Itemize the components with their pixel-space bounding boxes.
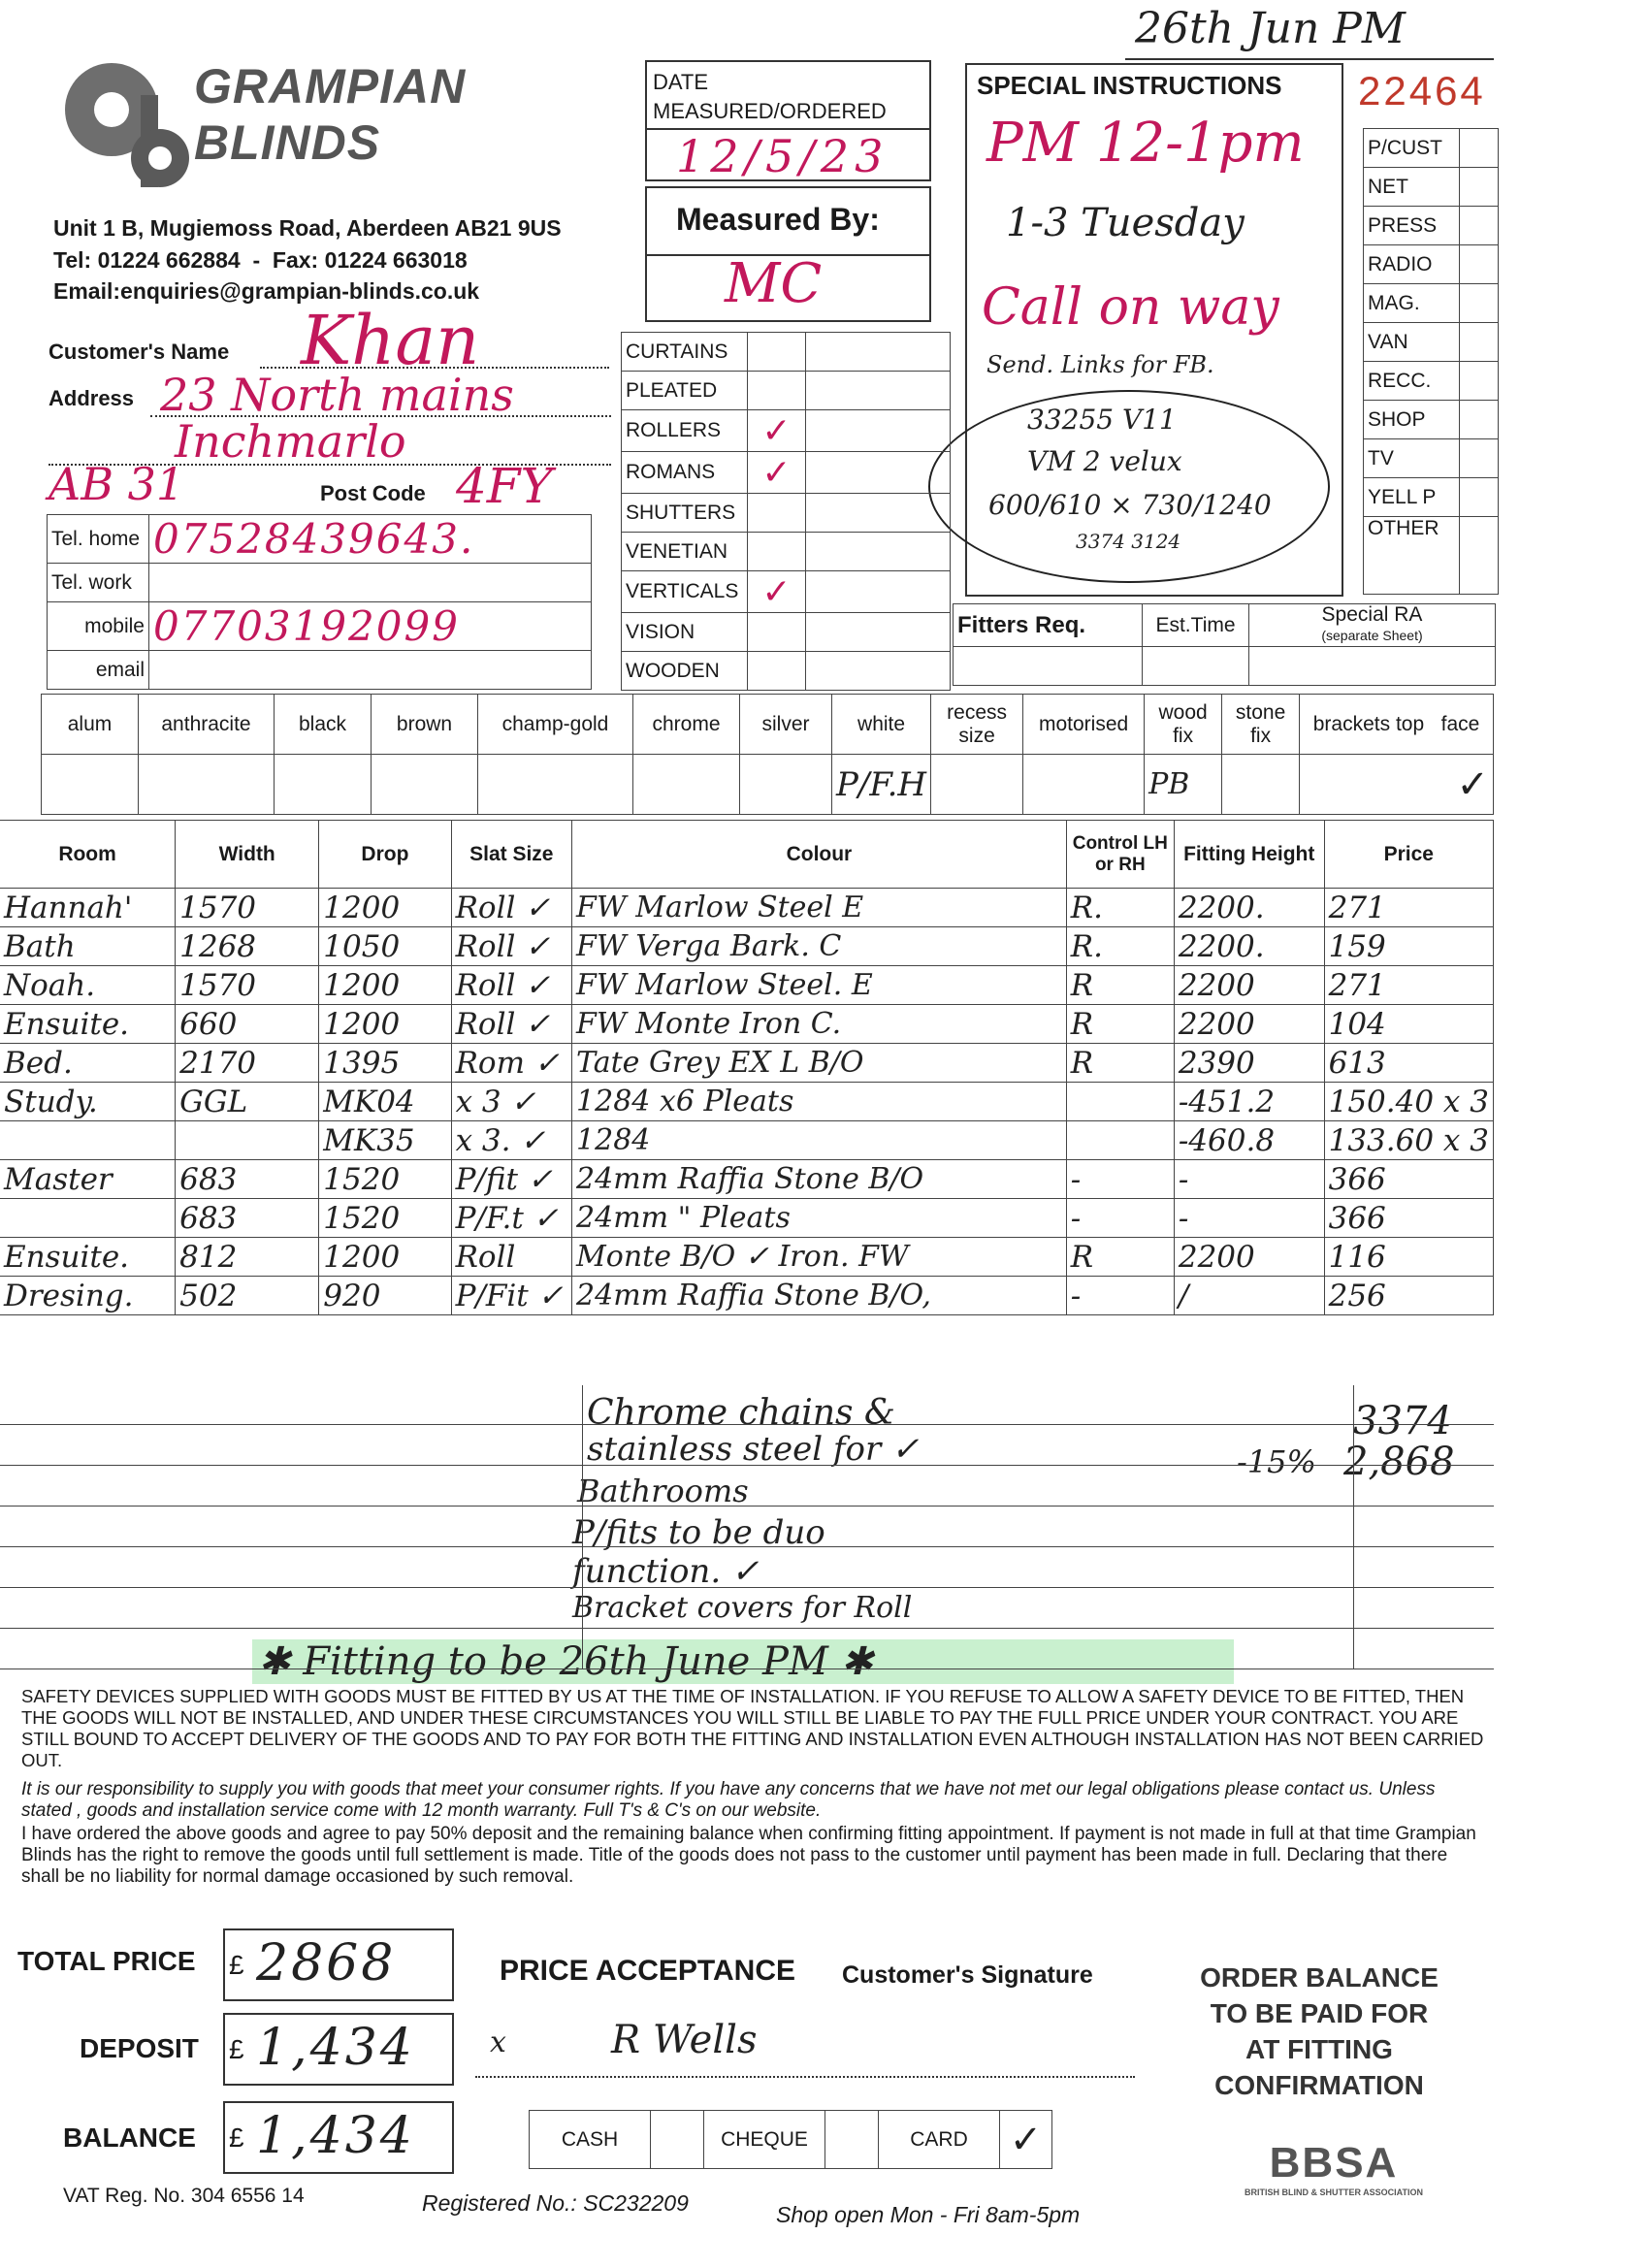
product-check [748, 333, 806, 372]
customer-name: Khan [301, 301, 480, 380]
cell-room: Hannah' [0, 889, 176, 927]
finish-header: brackets top face [1300, 695, 1494, 755]
finish-header: recess size [931, 695, 1023, 755]
cell-drop: 1050 [319, 927, 451, 966]
cell-room: Ensuite. [0, 1005, 176, 1044]
total-price-value: 2868 [256, 1934, 397, 1993]
finish-value [931, 755, 1023, 815]
product-label: WOODEN [622, 652, 748, 691]
price-acceptance-label: PRICE ACCEPTANCE [500, 1955, 796, 1987]
terms-consumer-rights: It is our responsibility to supply you with goods that meet your consumer rights. If you have any concerns that we have not met our legal obligations please contact us. Unless stated , goods and installation service come with 12 month warranty. Full T's & C's on our website. [21, 1779, 1436, 1821]
order-balance-line-3: AT FITTING [1245, 2034, 1393, 2064]
address-label: Address [48, 386, 135, 410]
finish-header: chrome [633, 695, 740, 755]
cell-slat-size: Roll ✓ [451, 889, 571, 927]
cell-width: 683 [176, 1199, 319, 1238]
total-price-label: TOTAL PRICE [17, 1946, 196, 1976]
bbsa-logo-text: BBSA [1269, 2139, 1399, 2187]
cell-width: 2170 [176, 1044, 319, 1083]
table-row [0, 927, 1494, 966]
finish-value: P/F.H [832, 755, 931, 815]
cell-slat-size: P/fit ✓ [451, 1160, 571, 1199]
cell-colour: 1284 [572, 1121, 1067, 1160]
company-name-line2: BLINDS [194, 115, 381, 170]
balance-box [223, 2101, 454, 2174]
product-label: SHUTTERS [622, 494, 748, 533]
tel-home-value: 07528439643. [149, 515, 592, 564]
note-line-1: Chrome chains & [587, 1393, 895, 1433]
finish-value [478, 755, 633, 815]
source-item: NET [1364, 168, 1460, 207]
company-email: Email:enquiries@grampian-blinds.co.uk [53, 278, 480, 304]
mobile-label: mobile [48, 602, 149, 651]
cell-control: R [1066, 1238, 1174, 1277]
finishes-table [41, 694, 1494, 815]
order-balance-notice [1164, 1960, 1474, 2103]
payment-card-check: ✓ [1000, 2111, 1052, 2169]
finish-value [42, 755, 139, 815]
cell-drop: 1200 [319, 1005, 451, 1044]
cell-drop: MK04 [319, 1083, 451, 1121]
cell-drop: 1200 [319, 1238, 451, 1277]
cell-width: GGL [176, 1083, 319, 1121]
total-price-box [223, 1928, 454, 2001]
product-check [748, 533, 806, 571]
finish-header: silver [740, 695, 832, 755]
deposit-currency: £ [229, 2034, 244, 2064]
date-measured-box [645, 60, 931, 181]
finish-value [372, 755, 478, 815]
payment-card[interactable]: CARD [879, 2111, 1000, 2169]
finish-header: motorised [1023, 695, 1145, 755]
cell-drop: 1200 [319, 966, 451, 1005]
special-instruction-line-4: Send. Links for FB. [986, 351, 1214, 378]
special-ra-label [1249, 604, 1496, 647]
cell-room: Master [0, 1160, 176, 1199]
cell-slat-size: Roll [451, 1238, 571, 1277]
cell-price: 613 [1324, 1044, 1493, 1083]
cell-colour: 24mm " Pleats [572, 1199, 1067, 1238]
top-note-underline [1125, 58, 1494, 60]
finish-value [139, 755, 275, 815]
postcode-label: Post Code [320, 481, 426, 505]
cell-colour: Tate Grey EX L B/O [572, 1044, 1067, 1083]
finish-value [633, 755, 740, 815]
date-measured-label: DATE MEASURED/ORDERED [653, 70, 887, 123]
cell-colour: FW Marlow Steel E [572, 889, 1067, 927]
source-item: OTHER [1364, 517, 1460, 595]
cell-control [1066, 1083, 1174, 1121]
table-row [0, 1083, 1494, 1121]
cell-room: Bed. [0, 1044, 176, 1083]
email-label: email [48, 651, 149, 690]
signature-x: x [490, 2025, 506, 2059]
finish-header: brown [372, 695, 478, 755]
cell-price: 366 [1324, 1160, 1493, 1199]
cell-width: 660 [176, 1005, 319, 1044]
cell-control: R [1066, 1005, 1174, 1044]
cell-width: 812 [176, 1238, 319, 1277]
circled-note-line-1: 33255 V11 [1027, 404, 1177, 436]
cell-slat-size: P/Fit ✓ [451, 1277, 571, 1315]
product-check [748, 652, 806, 691]
cell-fitting-height: 2200 [1174, 1238, 1324, 1277]
est-time-label: Est.Time [1143, 604, 1249, 647]
balance-label: BALANCE [63, 2122, 196, 2153]
finish-value [1023, 755, 1145, 815]
terms-payment: I have ordered the above goods and agree to pay 50% deposit and the remaining balance when confirming fitting appointment. If payment is not made in full at that time Grampian Blinds has the right to remove the goods until full settlement is made. Title of the goods does not pass to the customer until payment has been made in full. Declaring that there shall be no liability for normal damage occasioned by such removal. [21, 1824, 1476, 1887]
product-check [748, 613, 806, 652]
note-line-6: Bracket covers for Roll [572, 1591, 913, 1625]
col-header-slat-size: Slat Size [451, 821, 571, 889]
product-check [748, 372, 806, 410]
order-balance-line-2: TO BE PAID FOR [1210, 1998, 1429, 2028]
cell-room: Dresing. [0, 1277, 176, 1315]
cell-fitting-height: 2200 [1174, 1005, 1324, 1044]
total-after-discount-value: 2,868 [1343, 1440, 1455, 1484]
deposit-value: 1,434 [256, 2019, 415, 2077]
measured-by-label: Measured By: [676, 202, 880, 237]
cell-width [176, 1121, 319, 1160]
finish-header: stone fix [1222, 695, 1300, 755]
bbsa-logo [1217, 2139, 1450, 2197]
cell-width: 683 [176, 1160, 319, 1199]
circled-note-line-2: VM 2 velux [1027, 445, 1182, 477]
cell-fitting-height: 2200. [1174, 889, 1324, 927]
cell-price: 271 [1324, 889, 1493, 927]
source-item: YELL P [1364, 478, 1460, 517]
note-line-4: P/fits to be duo [572, 1513, 825, 1552]
cell-fitting-height: - [1174, 1199, 1324, 1238]
source-item: P/CUST [1364, 129, 1460, 168]
product-label: ROLLERS [622, 410, 748, 452]
cell-width: 1268 [176, 927, 319, 966]
cell-room [0, 1121, 176, 1160]
product-label: VERTICALS [622, 571, 748, 613]
cell-price: 159 [1324, 927, 1493, 966]
cell-room [0, 1199, 176, 1238]
registered-no: Registered No.: SC232209 [422, 2190, 689, 2216]
cell-drop: 1520 [319, 1199, 451, 1238]
col-header-drop: Drop [319, 821, 451, 889]
source-item: RECC. [1364, 362, 1460, 401]
date-measured-value: 12/5/23 [676, 130, 889, 182]
fitting-note: ✱ Fitting to be 26th June PM ✱ [252, 1639, 1234, 1684]
subtotal-value: 3374 [1353, 1399, 1452, 1443]
cell-width: 1570 [176, 889, 319, 927]
cell-drop: 920 [319, 1277, 451, 1315]
finish-value: ✓ [1300, 755, 1494, 815]
postcode-part-1: AB 31 [48, 458, 185, 510]
source-item: VAN [1364, 323, 1460, 362]
cell-colour: 24mm Raffia Stone B/O [572, 1160, 1067, 1199]
postcode-part-2: 4FY [456, 458, 553, 514]
cell-price: 116 [1324, 1238, 1493, 1277]
product-label: PLEATED [622, 372, 748, 410]
cell-colour: 24mm Raffia Stone B/O, [572, 1277, 1067, 1315]
product-label: VISION [622, 613, 748, 652]
address-line-2: Inchmarlo [175, 415, 406, 468]
balance-currency: £ [229, 2122, 244, 2153]
deposit-label: DEPOSIT [80, 2033, 199, 2063]
special-ra-sub: (separate Sheet) [1321, 628, 1423, 643]
cell-slat-size: Roll ✓ [451, 927, 571, 966]
cell-control: R [1066, 1044, 1174, 1083]
col-header-room: Room [0, 821, 176, 889]
cell-fitting-height: 2390 [1174, 1044, 1324, 1083]
cell-control: - [1066, 1277, 1174, 1315]
source-item: MAG. [1364, 284, 1460, 323]
col-header-control: Control LH or RH [1066, 821, 1174, 889]
company-tel-fax: Tel: 01224 662884 - Fax: 01224 663018 [53, 247, 468, 273]
circled-note-line-4: 3374 3124 [1076, 530, 1181, 553]
product-label: CURTAINS [622, 333, 748, 372]
special-instruction-line-1: PM 12-1pm [986, 112, 1305, 175]
finish-value: PB [1145, 755, 1222, 815]
cell-drop: 1395 [319, 1044, 451, 1083]
special-ra-text: Special RA [1321, 603, 1423, 626]
source-item: TV [1364, 439, 1460, 478]
cell-drop: 1520 [319, 1160, 451, 1199]
source-item: SHOP [1364, 401, 1460, 439]
cell-control: R. [1066, 889, 1174, 927]
product-check: ✓ [748, 410, 806, 452]
email-value [149, 651, 592, 690]
product-type-table [621, 332, 951, 691]
product-check: ✓ [748, 452, 806, 494]
cell-colour: FW Verga Bark. C [572, 927, 1067, 966]
cell-slat-size: x 3. ✓ [451, 1121, 571, 1160]
note-line-3: Bathrooms [577, 1473, 749, 1509]
cell-room: Noah. [0, 966, 176, 1005]
gb-logo-icon [53, 56, 189, 192]
vat-reg: VAT Reg. No. 304 6556 14 [63, 2185, 305, 2207]
special-instructions-label: SPECIAL INSTRUCTIONS [977, 71, 1282, 100]
finish-value [1222, 755, 1300, 815]
cell-price: 133.60 x 3 [1324, 1121, 1493, 1160]
table-row [0, 1121, 1494, 1160]
col-header-colour: Colour [572, 821, 1067, 889]
payment-cheque[interactable]: CHEQUE [704, 2111, 825, 2169]
cell-colour: FW Monte Iron C. [572, 1005, 1067, 1044]
order-table [0, 820, 1494, 1315]
source-item: RADIO [1364, 245, 1460, 284]
product-label: ROMANS [622, 452, 748, 494]
cell-price: 104 [1324, 1005, 1493, 1044]
order-balance-line-4: CONFIRMATION [1214, 2070, 1424, 2100]
table-row [0, 966, 1494, 1005]
special-instructions-box [965, 63, 1343, 597]
total-currency: £ [229, 1950, 244, 1980]
finish-header: alum [42, 695, 139, 755]
cell-slat-size: Roll ✓ [451, 1005, 571, 1044]
cell-room: Study. [0, 1083, 176, 1121]
col-header-width: Width [176, 821, 319, 889]
customer-signature: R Wells [611, 2018, 758, 2062]
cell-control: R. [1066, 927, 1174, 966]
cell-fitting-height: 2200. [1174, 927, 1324, 966]
special-instruction-line-2: 1-3 Tuesday [1006, 201, 1245, 245]
top-date-note: 26th Jun PM [1135, 4, 1406, 53]
cell-fitting-height: -460.8 [1174, 1121, 1324, 1160]
payment-cash[interactable]: CASH [530, 2111, 651, 2169]
cell-fitting-height: / [1174, 1277, 1324, 1315]
cell-slat-size: x 3 ✓ [451, 1083, 571, 1121]
cell-colour: 1284 x6 Pleats [572, 1083, 1067, 1121]
finish-header: champ-gold [478, 695, 633, 755]
finish-value [740, 755, 832, 815]
cell-width: 1570 [176, 966, 319, 1005]
finish-header: black [275, 695, 372, 755]
customer-signature-label: Customer's Signature [842, 1961, 1093, 1989]
mobile-value: 07703192099 [149, 602, 592, 651]
special-instruction-line-3: Call on way [982, 278, 1279, 337]
product-check: ✓ [748, 571, 806, 613]
cell-colour: FW Marlow Steel. E [572, 966, 1067, 1005]
payment-method-table [529, 2110, 1052, 2169]
balance-value: 1,434 [256, 2107, 415, 2165]
discount-value: -15% [1237, 1443, 1316, 1480]
measured-by-value: MC [725, 252, 823, 315]
note-line-5: function. ✓ [572, 1552, 760, 1591]
cell-slat-size: Rom ✓ [451, 1044, 571, 1083]
fitters-req-label: Fitters Req. [954, 604, 1143, 647]
cell-control: - [1066, 1160, 1174, 1199]
company-logo [53, 56, 189, 192]
table-row [0, 1238, 1494, 1277]
contact-table [47, 514, 592, 690]
col-header-fitting-height: Fitting Height [1174, 821, 1324, 889]
address-line-1: 23 North mains [160, 369, 514, 421]
company-address: Unit 1 B, Mugiemoss Road, Aberdeen AB21 9US [53, 215, 562, 241]
tel-work-label: Tel. work [48, 564, 149, 602]
company-name-line1: GRAMPIAN [194, 59, 467, 113]
bbsa-caption: BRITISH BLIND & SHUTTER ASSOCIATION [1245, 2187, 1423, 2197]
cell-room: Ensuite. [0, 1238, 176, 1277]
cell-control: - [1066, 1199, 1174, 1238]
cell-control [1066, 1121, 1174, 1160]
order-number: 22464 [1358, 68, 1486, 113]
cell-slat-size: P/F.t ✓ [451, 1199, 571, 1238]
cell-price: 366 [1324, 1199, 1493, 1238]
cell-fitting-height: - [1174, 1160, 1324, 1199]
table-row [0, 1005, 1494, 1044]
table-row [0, 1044, 1494, 1083]
product-label: VENETIAN [622, 533, 748, 571]
fitters-table [953, 603, 1496, 686]
cell-drop: 1200 [319, 889, 451, 927]
finish-value [275, 755, 372, 815]
circled-note-line-3: 600/610 × 730/1240 [988, 489, 1272, 521]
deposit-box [223, 2013, 454, 2086]
finish-header: anthracite [139, 695, 275, 755]
table-row [0, 1277, 1494, 1315]
tel-home-label: Tel. home [48, 515, 149, 564]
table-row [0, 1199, 1494, 1238]
cell-fitting-height: -451.2 [1174, 1083, 1324, 1121]
measured-by-box [645, 186, 931, 322]
terms-safety: SAFETY DEVICES SUPPLIED WITH GOODS MUST BE FITTED BY US AT THE TIME OF INSTALLATION. IF YOU REFUSE TO ALLOW A SAFETY DEVICE TO BE FITTED, THEN THE GOODS WILL NOT BE INSTALLED, AND UNDER THESE CIRCUMSTANCES YOU WILL STILL BE LIABLE TO PAY THE FULL PRICE UNDER YOUR CONTRACT. YOU ARE STILL BOUND TO ACCEPT DELIVERY OF THE GOODS AND TO PAY FOR BOTH THE FITTING AND INSTALLATION EVEN ALTHOUGH INSTALLATION HAS NOT BEEN CARRIED OUT. [21, 1686, 1484, 1770]
cell-price: 271 [1324, 966, 1493, 1005]
source-list [1363, 128, 1499, 595]
table-row [0, 1160, 1494, 1199]
table-row [0, 889, 1494, 927]
product-check [748, 494, 806, 533]
cell-drop: MK35 [319, 1121, 451, 1160]
cell-price: 150.40 x 3 [1324, 1083, 1493, 1121]
cell-width: 502 [176, 1277, 319, 1315]
cell-room: Bath [0, 927, 176, 966]
cell-fitting-height: 2200 [1174, 966, 1324, 1005]
cell-colour: Monte B/O ✓ Iron. FW [572, 1238, 1067, 1277]
circled-note [928, 390, 1330, 583]
shop-hours: Shop open Mon - Fri 8am-5pm [776, 2202, 1081, 2227]
cell-price: 256 [1324, 1277, 1493, 1315]
customer-name-label: Customer's Name [48, 340, 230, 364]
col-header-price: Price [1324, 821, 1493, 889]
order-balance-line-1: ORDER BALANCE [1200, 1962, 1439, 1993]
note-line-2: stainless steel for ✓ [587, 1430, 920, 1469]
cell-control: R [1066, 966, 1174, 1005]
cell-slat-size: Roll ✓ [451, 966, 571, 1005]
tel-work-value [149, 564, 592, 602]
finish-header: white [832, 695, 931, 755]
source-item: PRESS [1364, 207, 1460, 245]
finish-header: wood fix [1145, 695, 1222, 755]
